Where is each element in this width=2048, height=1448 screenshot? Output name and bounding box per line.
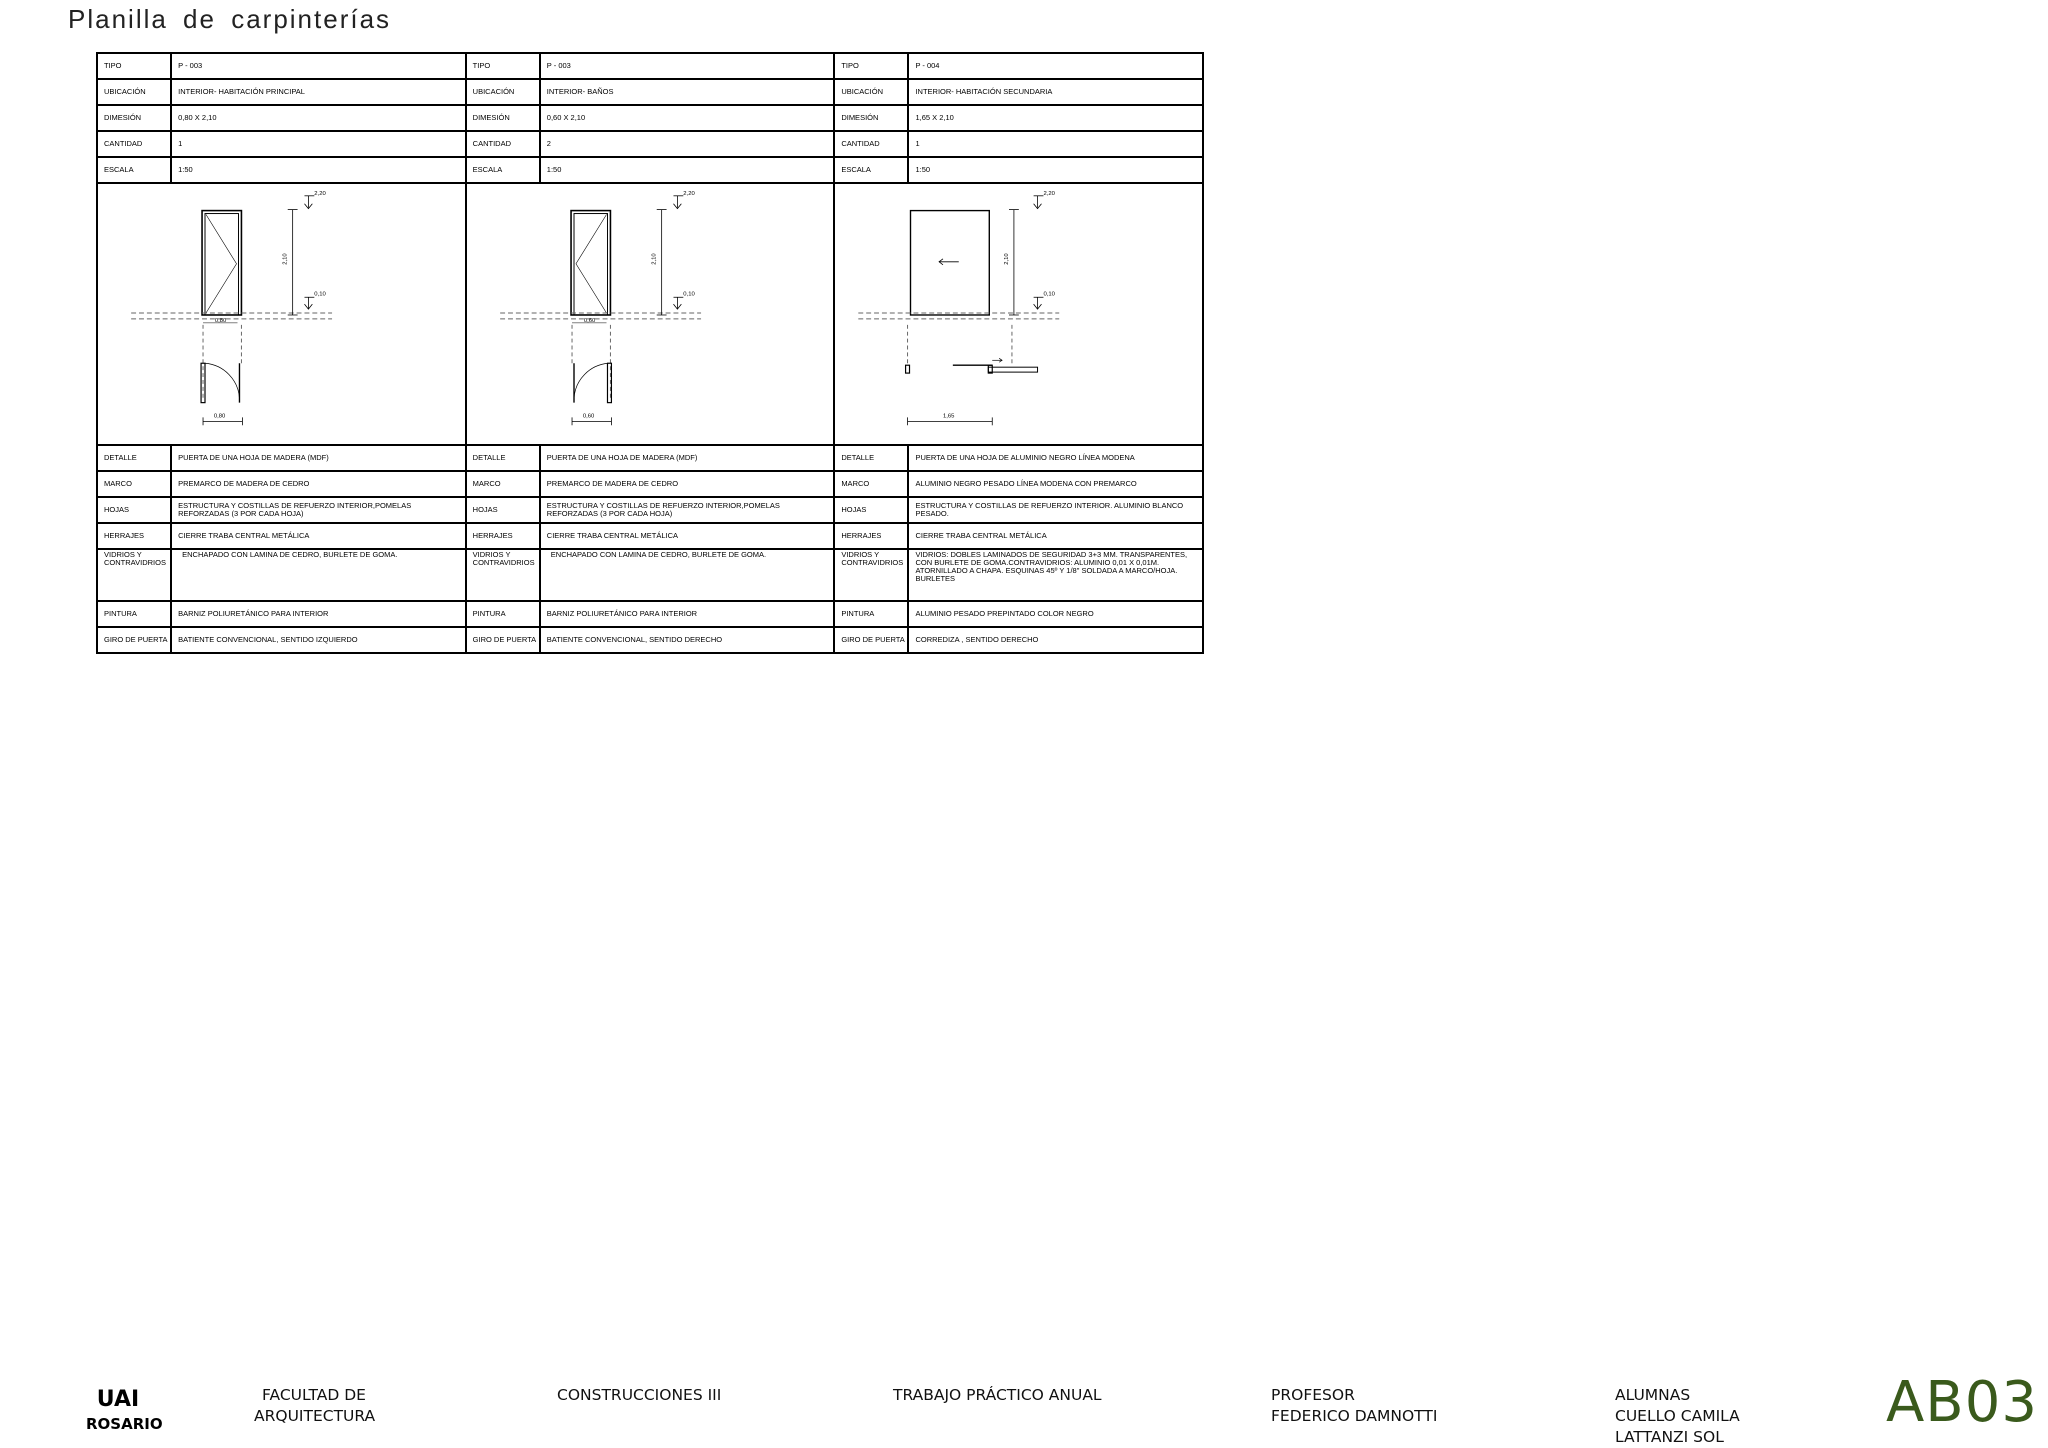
door2-plan-dim-label: 0,60 <box>582 413 594 420</box>
label-pintura: PINTURA <box>97 601 171 627</box>
label-marco: MARCO <box>97 471 171 497</box>
row-hojas <box>97 497 1203 523</box>
door2-giro: BATIENTE CONVENCIONAL, SENTIDO DERECHO <box>540 627 835 653</box>
door3-dimension: 1,65 X 2,10 <box>908 105 1203 131</box>
label-detalle: DETALLE <box>466 445 540 471</box>
label-herrajes: HERRAJES <box>466 523 540 549</box>
label-dimension: DIMESIÓN <box>834 105 908 131</box>
professor-label: PROFESOR <box>1271 1386 1355 1404</box>
door2-marco: PREMARCO DE MADERA DE CEDRO <box>540 471 835 497</box>
sheet-code: AB03 <box>1886 1370 2038 1435</box>
label-cantidad: CANTIDAD <box>97 131 171 157</box>
label-cantidad: CANTIDAD <box>834 131 908 157</box>
footer-course: CONSTRUCCIONES III <box>557 1386 722 1404</box>
label-tipo: TIPO <box>97 53 171 79</box>
door1-tipo: P - 003 <box>171 53 466 79</box>
label-escala: ESCALA <box>466 157 540 183</box>
label-vidrios: VIDRIOS Y CONTRAVIDRIOS <box>834 549 908 601</box>
row-marco <box>97 471 1203 497</box>
label-herrajes: HERRAJES <box>97 523 171 549</box>
door2-height-dim-label: 2,10 <box>651 253 658 265</box>
door1-width-dim-label: 0,80 <box>214 317 227 324</box>
label-ubicacion: UBICACIÓN <box>466 79 540 105</box>
door3-hojas: ESTRUCTURA Y COSTILLAS DE REFUERZO INTERIOR. ALUMINIO BLANCO PESADO. <box>908 497 1203 523</box>
door1-escala: 1:50 <box>171 157 466 183</box>
label-marco: MARCO <box>466 471 540 497</box>
door3-height-dim-label: 2,10 <box>1004 253 1011 265</box>
label-pintura: PINTURA <box>834 601 908 627</box>
door1-drawing-cell <box>97 183 466 445</box>
page-title: Planilla de carpinterías <box>68 4 392 34</box>
door3-pintura: ALUMINIO PESADO PREPINTADO COLOR NEGRO <box>908 601 1203 627</box>
label-giro: GIRO DE PUERTA <box>834 627 908 653</box>
student-name-2: LATTANZI SOL <box>1615 1428 1724 1446</box>
row-drawings <box>97 183 1203 445</box>
door1-hojas: ESTRUCTURA Y COSTILLAS DE REFUERZO INTERIOR,POMELAS REFORZADAS (3 POR CADA HOJA) <box>171 497 466 523</box>
door1-marco: PREMARCO DE MADERA DE CEDRO <box>171 471 466 497</box>
row-herrajes <box>97 523 1203 549</box>
door2-cantidad: 2 <box>540 131 835 157</box>
footer-assignment: TRABAJO PRÁCTICO ANUAL <box>893 1386 1102 1404</box>
door1-dimension: 0,80 X 2,10 <box>171 105 466 131</box>
door3-elevation-plan-drawing <box>835 184 1202 444</box>
label-tipo: TIPO <box>466 53 540 79</box>
label-tipo: TIPO <box>834 53 908 79</box>
row-escala <box>97 157 1203 183</box>
door1-plan-dim-label: 0,80 <box>213 413 226 420</box>
door3-vidrios: VIDRIOS: DOBLES LAMINADOS DE SEGURIDAD 3+3 MM. TRANSPARENTES, CON BURLETE DE GOMA.CONTRAVIDRIOS: ALUMINIO 0,01 X 0,01M. ATORNILLADO A CHAPA. ESQUINAS 45º Y 1/8" SOLDADA A MARCO/HOJA. BURLETES <box>908 549 1203 601</box>
door1-vidrios: ENCHAPADO CON LAMINA DE CEDRO, BURLETE DE GOMA. <box>171 549 466 601</box>
faculty-line1: FACULTAD DE <box>262 1386 366 1404</box>
students-label: ALUMNAS <box>1615 1386 1691 1404</box>
label-herrajes: HERRAJES <box>834 523 908 549</box>
door3-detalle: PUERTA DE UNA HOJA DE ALUMINIO NEGRO LÍNEA MODENA <box>908 445 1203 471</box>
carpentry-schedule-table <box>96 52 1204 654</box>
door2-herrajes: CIERRE TRABA CENTRAL METÁLICA <box>540 523 835 549</box>
door3-giro: CORREDIZA , SENTIDO DERECHO <box>908 627 1203 653</box>
door3-tipo: P - 004 <box>908 53 1203 79</box>
door2-dimension: 0,60 X 2,10 <box>540 105 835 131</box>
door3-herrajes: CIERRE TRABA CENTRAL METÁLICA <box>908 523 1203 549</box>
door3-marco: ALUMINIO NEGRO PESADO LÍNEA MODENA CON PREMARCO <box>908 471 1203 497</box>
label-ubicacion: UBICACIÓN <box>834 79 908 105</box>
label-detalle: DETALLE <box>834 445 908 471</box>
label-vidrios: VIDRIOS Y CONTRAVIDRIOS <box>97 549 171 601</box>
footer-professor <box>1271 1385 1437 1427</box>
label-escala: ESCALA <box>97 157 171 183</box>
uai-logo-text: UAI <box>96 1387 140 1412</box>
door2-top-level-label: 2,20 <box>682 190 695 197</box>
label-cantidad: CANTIDAD <box>466 131 540 157</box>
door3-escala: 1:50 <box>908 157 1203 183</box>
door1-height-dim-label: 2,10 <box>282 253 289 265</box>
door2-pintura: BARNIZ POLIURETÁNICO PARA INTERIOR <box>540 601 835 627</box>
label-hojas: HOJAS <box>466 497 540 523</box>
label-vidrios: VIDRIOS Y CONTRAVIDRIOS <box>466 549 540 601</box>
door2-tipo: P - 003 <box>540 53 835 79</box>
label-escala: ESCALA <box>834 157 908 183</box>
label-dimension: DIMESIÓN <box>466 105 540 131</box>
professor-name: FEDERICO DAMNOTTI <box>1271 1407 1438 1425</box>
label-pintura: PINTURA <box>466 601 540 627</box>
door3-plan-dim-label: 1,65 <box>943 413 955 420</box>
footer-faculty <box>254 1385 374 1427</box>
door2-detalle: PUERTA DE UNA HOJA DE MADERA (MDF) <box>540 445 835 471</box>
door1-elevation-plan-drawing <box>98 184 465 444</box>
label-detalle: DETALLE <box>97 445 171 471</box>
door1-detalle: PUERTA DE UNA HOJA DE MADERA (MDF) <box>171 445 466 471</box>
door2-width-dim-label: 0,60 <box>583 317 595 324</box>
row-ubicacion <box>97 79 1203 105</box>
row-dimension <box>97 105 1203 131</box>
door3-cantidad: 1 <box>908 131 1203 157</box>
label-giro: GIRO DE PUERTA <box>466 627 540 653</box>
label-hojas: HOJAS <box>834 497 908 523</box>
door1-ubicacion: INTERIOR- HABITACIÓN PRINCIPAL <box>171 79 466 105</box>
door3-drawing-cell <box>834 183 1203 445</box>
door2-floor-dim-label: 0,10 <box>682 291 695 298</box>
door1-floor-dim-label: 0,10 <box>314 291 326 298</box>
door2-hojas: ESTRUCTURA Y COSTILLAS DE REFUERZO INTERIOR,POMELAS REFORZADAS (3 POR CADA HOJA) <box>540 497 835 523</box>
uai-logo <box>86 1386 163 1434</box>
row-tipo <box>97 53 1203 79</box>
label-ubicacion: UBICACIÓN <box>97 79 171 105</box>
row-pintura <box>97 601 1203 627</box>
footer-students <box>1615 1385 1740 1448</box>
door3-ubicacion: INTERIOR- HABITACIÓN SECUNDARIA <box>908 79 1203 105</box>
label-marco: MARCO <box>834 471 908 497</box>
row-cantidad <box>97 131 1203 157</box>
door2-drawing-cell <box>466 183 835 445</box>
door2-elevation-plan-drawing <box>467 184 834 444</box>
uai-rosario-text: ROSARIO <box>86 1415 163 1433</box>
label-dimension: DIMESIÓN <box>97 105 171 131</box>
row-detalle <box>97 445 1203 471</box>
door2-ubicacion: INTERIOR- BAÑOS <box>540 79 835 105</box>
door3-top-level-label: 2,20 <box>1043 190 1056 197</box>
door1-top-level-label: 2,20 <box>314 190 326 197</box>
door3-floor-dim-label: 0,10 <box>1043 291 1056 298</box>
student-name-1: CUELLO CAMILA <box>1615 1407 1740 1425</box>
faculty-line2: ARQUITECTURA <box>254 1407 376 1425</box>
label-hojas: HOJAS <box>97 497 171 523</box>
label-giro: GIRO DE PUERTA <box>97 627 171 653</box>
door1-giro: BATIENTE CONVENCIONAL, SENTIDO IZQUIERDO <box>171 627 466 653</box>
row-giro <box>97 627 1203 653</box>
door1-pintura: BARNIZ POLIURETÁNICO PARA INTERIOR <box>171 601 466 627</box>
door1-herrajes: CIERRE TRABA CENTRAL METÁLICA <box>171 523 466 549</box>
door2-vidrios: ENCHAPADO CON LAMINA DE CEDRO, BURLETE DE GOMA. <box>540 549 835 601</box>
door1-cantidad: 1 <box>171 131 466 157</box>
door2-escala: 1:50 <box>540 157 835 183</box>
row-vidrios <box>97 549 1203 601</box>
